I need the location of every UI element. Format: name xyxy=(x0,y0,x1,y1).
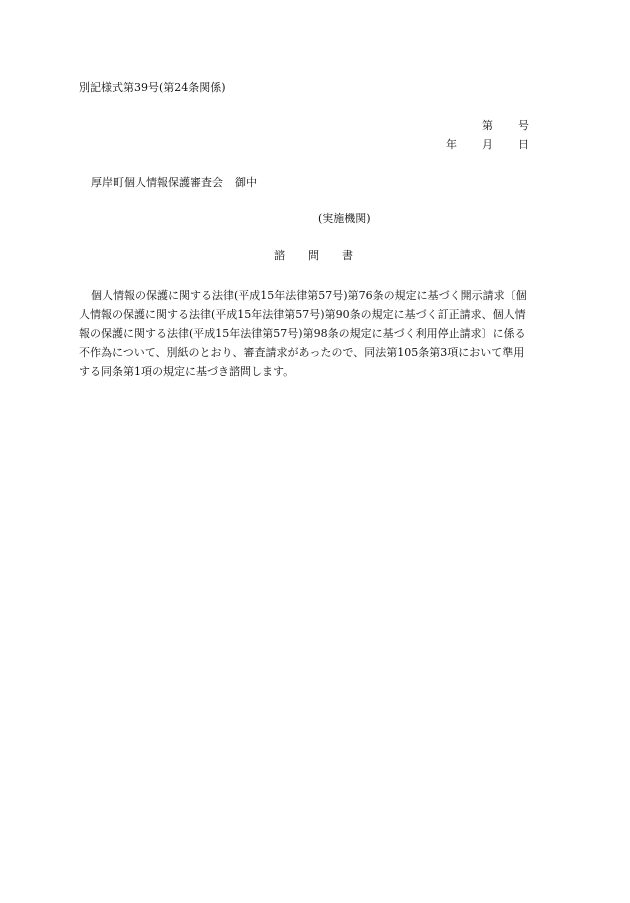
body-line-5: する同条第1項の規定に基づき諮問します。 xyxy=(79,365,295,378)
addressee xyxy=(91,176,257,190)
form-reference: 別記様式第39号(第24条関係) xyxy=(79,81,226,94)
body-line-2: 人情報の保護に関する法律(平成15年法律第57号)第90条の規定に基づく訂正請求、個人情 xyxy=(79,308,526,321)
body-line-3: 報の保護に関する法律(平成15年法律第57号)第98条の規定に基づく利用停止請求〕に係る xyxy=(79,327,526,340)
addressee-name: 厚岸町個人情報保護審査会 xyxy=(91,176,223,189)
implementing-agency: (実施機関) xyxy=(318,212,371,225)
body-line-1: 個人情報の保護に関する法律(平成15年法律第57号)第76条の規定に基づく開示請求〔個 xyxy=(91,289,527,302)
number-suffix: 号 xyxy=(518,119,529,132)
body-paragraph xyxy=(79,286,551,381)
addressee-honorific: 御中 xyxy=(235,176,257,189)
number-prefix: 第 xyxy=(482,119,493,132)
date-month: 月 xyxy=(482,138,493,151)
document-number xyxy=(482,119,529,133)
body-line-4: 不作為について、別紙のとおり、審査請求があったので、同法第105条第3項において準用 xyxy=(79,346,525,359)
date-day: 日 xyxy=(518,138,529,151)
title-char-2: 問 xyxy=(308,249,319,262)
title-char-3: 書 xyxy=(342,249,353,262)
document-title xyxy=(274,249,353,263)
title-char-1: 諮 xyxy=(274,249,285,262)
document-date xyxy=(446,138,529,152)
date-year: 年 xyxy=(446,138,457,151)
